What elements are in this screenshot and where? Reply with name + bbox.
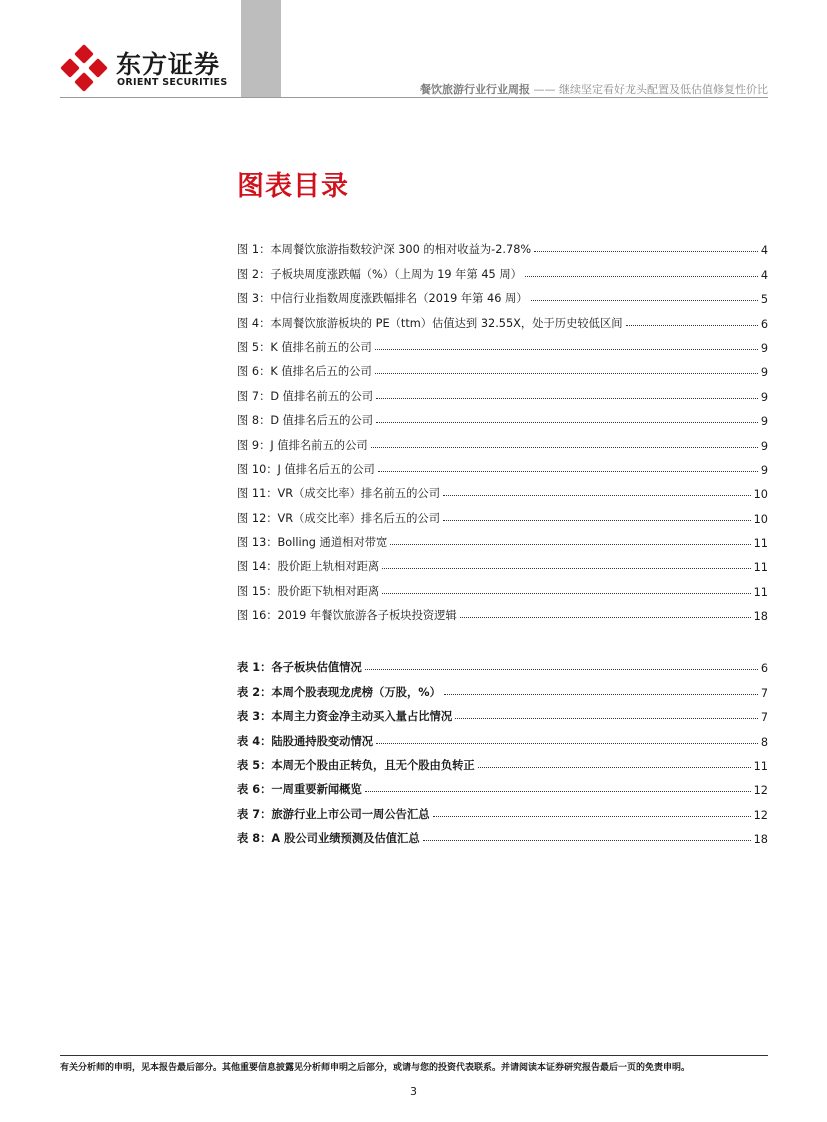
company-logo (60, 44, 230, 92)
figure-entry[interactable] (237, 404, 768, 428)
dot-leader (371, 447, 758, 448)
figure-entry-page: 4 (760, 244, 768, 258)
figure-entry-label: 图 9：J 值排名前五的公司 (237, 438, 368, 452)
figure-entry-label: 图 6：K 值排名后五的公司 (237, 365, 372, 379)
figure-entry-label: 图 1：本周餐饮旅游指数较沪深 300 的相对收益为-2.78% (237, 243, 532, 257)
dot-leader (376, 398, 758, 399)
table-entry-page: 6 (760, 662, 768, 676)
table-entry-page: 12 (753, 784, 768, 798)
dot-leader (443, 520, 751, 521)
figure-entry-label: 图 8：D 值排名后五的公司 (237, 414, 374, 428)
figure-entry[interactable] (237, 477, 768, 501)
dot-leader (531, 300, 758, 301)
header-divider (60, 97, 768, 98)
figure-entry-label: 图 4：本周餐饮旅游板块的 PE（ttm）估值达到 32.55X，处于历史较低区间 (237, 316, 623, 330)
table-entry-label: 表 7：旅游行业上市公司一周公告汇总 (237, 807, 430, 821)
figure-entry[interactable] (237, 379, 768, 403)
header-dash: —— (530, 83, 559, 96)
figure-entry-page: 4 (760, 268, 768, 282)
report-type: 餐饮旅游行业行业周报 (420, 83, 530, 96)
figure-entry[interactable] (237, 453, 768, 477)
dot-leader (375, 373, 758, 374)
figure-entry-label: 图 15：股价距下轨相对距离 (237, 584, 380, 598)
figure-entry[interactable] (237, 599, 768, 623)
figure-entry-label: 图 16：2019 年餐饮旅游各子板块投资逻辑 (237, 609, 457, 623)
figure-entry-page: 11 (753, 585, 768, 599)
figure-entry[interactable] (237, 526, 768, 550)
report-subtitle: 继续坚定看好龙头配置及低估值修复性价比 (559, 83, 768, 96)
table-entry-page: 8 (760, 735, 768, 749)
figure-entry[interactable] (237, 331, 768, 355)
table-entry-label: 表 4：陆股通持股变动情况 (237, 734, 374, 748)
table-entry[interactable] (237, 773, 768, 797)
table-entry-label: 表 8：A 股公司业绩预测及估值汇总 (237, 832, 420, 846)
logo-name-en: ORIENT SECURITIES (117, 77, 228, 88)
figure-entry-label: 图 5：K 值排名前五的公司 (237, 340, 372, 354)
table-entry[interactable] (237, 724, 768, 748)
footer-divider (60, 1055, 768, 1056)
dot-leader (378, 471, 758, 472)
figure-entry-page: 9 (760, 463, 768, 477)
report-header (420, 81, 768, 97)
header-gray-block (241, 0, 281, 97)
table-entry-label: 表 2：本周个股表现龙虎榜（万股，%） (237, 685, 441, 699)
table-entry[interactable] (237, 651, 768, 675)
orient-securities-logo-icon (60, 44, 108, 92)
table-entry-page: 18 (753, 833, 768, 847)
figure-entry[interactable] (237, 306, 768, 330)
figure-entry[interactable] (237, 501, 768, 525)
table-entry-label: 表 5：本周无个股由正转负，且无个股由负转正 (237, 758, 475, 772)
dot-leader (382, 568, 750, 569)
figure-entry-page: 9 (760, 415, 768, 429)
figure-entry[interactable] (237, 550, 768, 574)
figure-entry-label: 图 11：VR（成交比率）排名前五的公司 (237, 487, 440, 501)
figure-entry-page: 10 (753, 512, 768, 526)
dot-leader (534, 251, 758, 252)
table-entry[interactable] (237, 749, 768, 773)
figure-entry[interactable] (237, 282, 768, 306)
dot-leader (382, 593, 750, 594)
dot-leader (390, 544, 750, 545)
figure-entry-page: 9 (760, 341, 768, 355)
figure-entry-label: 图 12：VR（成交比率）排名后五的公司 (237, 511, 440, 525)
table-entry[interactable] (237, 797, 768, 821)
table-entry-page: 7 (760, 711, 768, 725)
figure-entry[interactable] (237, 257, 768, 281)
dot-leader (460, 617, 751, 618)
table-list (237, 651, 768, 846)
table-entry[interactable] (237, 700, 768, 724)
figure-entry[interactable] (237, 428, 768, 452)
figure-entry-label: 图 13：Bolling 通道相对带宽 (237, 536, 388, 550)
dot-leader (365, 791, 751, 792)
figure-entry-page: 10 (753, 488, 768, 502)
page-number: 3 (410, 1085, 417, 1098)
logo-name-cn: 东方证券 (116, 50, 221, 79)
dot-leader (375, 349, 758, 350)
footer-disclaimer: 有关分析师的申明，见本报告最后部分。其他重要信息披露见分析师申明之后部分，或请与您的投资代表联系。并请阅读本证券研究报告最后一页的免责申明。 (60, 1063, 691, 1073)
page-title: 图表目录 (237, 171, 349, 202)
dot-leader (443, 495, 751, 496)
figure-list (237, 233, 768, 623)
dot-leader (365, 669, 758, 670)
table-entry-page: 12 (753, 808, 768, 822)
figure-entry-page: 5 (760, 293, 768, 307)
figure-entry-page: 11 (753, 561, 768, 575)
figure-entry[interactable] (237, 355, 768, 379)
figure-entry-label: 图 2：子板块周度涨跌幅（%）（上周为 19 年第 45 周） (237, 267, 522, 281)
figure-entry-page: 18 (753, 610, 768, 624)
figure-entry[interactable] (237, 233, 768, 257)
figure-entry-label: 图 7：D 值排名前五的公司 (237, 389, 374, 403)
table-entry-label: 表 6：一周重要新闻概览 (237, 783, 362, 797)
dot-leader (423, 840, 751, 841)
dot-leader (376, 422, 758, 423)
dot-leader (455, 718, 758, 719)
figure-entry[interactable] (237, 574, 768, 598)
figure-entry-label: 图 3：中信行业指数周度涨跌幅排名（2019 年第 46 周） (237, 292, 528, 306)
dot-leader (444, 694, 758, 695)
dot-leader (525, 276, 758, 277)
figure-entry-label: 图 14：股价距上轨相对距离 (237, 560, 380, 574)
dot-leader (626, 325, 758, 326)
figure-entry-page: 6 (760, 317, 768, 331)
figure-entry-page: 9 (760, 366, 768, 380)
table-entry[interactable] (237, 675, 768, 699)
figure-entry-page: 9 (760, 439, 768, 453)
dot-leader (478, 767, 751, 768)
figure-entry-page: 9 (760, 390, 768, 404)
figure-entry-page: 11 (753, 537, 768, 551)
table-entry-page: 7 (760, 686, 768, 700)
dot-leader (433, 816, 751, 817)
figure-entry-label: 图 10：J 值排名后五的公司 (237, 462, 375, 476)
table-entry-label: 表 3：本周主力资金净主动买入量占比情况 (237, 710, 453, 724)
table-entry[interactable] (237, 822, 768, 846)
table-entry-label: 表 1：各子板块估值情况 (237, 661, 362, 675)
dot-leader (376, 743, 758, 744)
table-entry-page: 11 (753, 759, 768, 773)
